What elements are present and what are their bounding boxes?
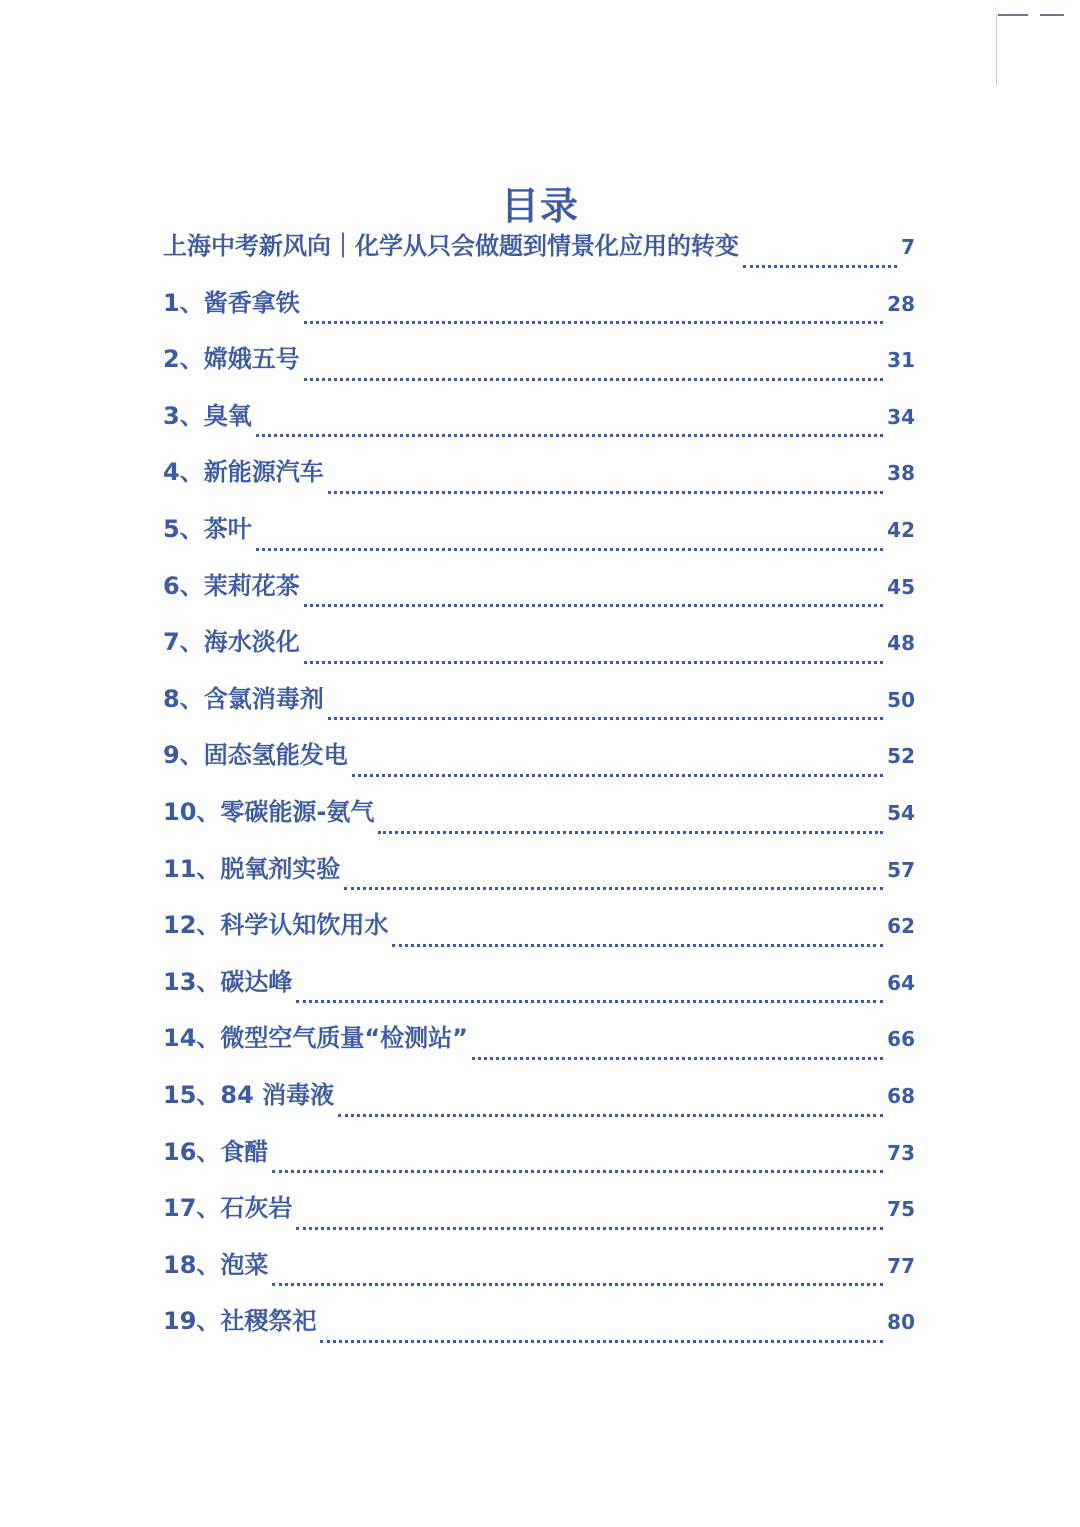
dot-leader bbox=[338, 1114, 883, 1117]
toc-entry[interactable] bbox=[163, 396, 915, 453]
toc-page-number: 66 bbox=[887, 1027, 915, 1052]
toc-entry-label: 15、84 消毒液 bbox=[163, 1080, 335, 1109]
dot-leader bbox=[320, 1340, 883, 1343]
toc-entry-label: 13、碳达峰 bbox=[163, 967, 293, 996]
toc-entry-label: 3、臭氧 bbox=[163, 401, 252, 430]
toc-entry[interactable] bbox=[163, 905, 915, 962]
crop-mark-horizontal-line bbox=[1040, 14, 1064, 16]
toc-entry-label: 4、新能源汽车 bbox=[163, 458, 324, 487]
toc-page-number: 57 bbox=[887, 857, 915, 882]
toc-page-number: 52 bbox=[887, 744, 915, 769]
toc-entry[interactable] bbox=[163, 226, 915, 283]
page-title: 目录 bbox=[500, 184, 579, 229]
toc-entry-label: 5、茶叶 bbox=[163, 514, 252, 543]
toc-page-number: 73 bbox=[887, 1140, 915, 1165]
toc-entry[interactable] bbox=[163, 962, 915, 1019]
toc-entry-label: 7、海水淡化 bbox=[163, 628, 300, 657]
toc-entry-label: 17、石灰岩 bbox=[163, 1194, 293, 1223]
toc-entry[interactable] bbox=[163, 735, 915, 792]
toc-entry-label: 9、固态氢能发电 bbox=[163, 741, 348, 770]
toc-list bbox=[163, 226, 915, 1358]
toc-page-number: 48 bbox=[887, 631, 915, 656]
dot-leader bbox=[304, 604, 883, 607]
toc-entry-label: 12、科学认知饮用水 bbox=[163, 911, 389, 940]
dot-leader bbox=[344, 887, 883, 890]
dot-leader bbox=[378, 831, 883, 834]
toc-page-number: 31 bbox=[887, 348, 915, 373]
toc-page-number: 80 bbox=[887, 1310, 915, 1335]
dot-leader bbox=[328, 717, 883, 720]
toc-entry[interactable] bbox=[163, 1301, 915, 1358]
dot-leader bbox=[304, 378, 883, 381]
toc-page-number: 54 bbox=[887, 800, 915, 825]
toc-entry[interactable] bbox=[163, 792, 915, 849]
toc-page-number: 68 bbox=[887, 1083, 915, 1108]
toc-entry-label: 8、含氯消毒剂 bbox=[163, 684, 324, 713]
dot-leader bbox=[328, 491, 883, 494]
toc-entry[interactable] bbox=[163, 1132, 915, 1189]
crop-mark-vertical-line bbox=[996, 14, 997, 86]
dot-leader bbox=[352, 774, 883, 777]
toc-entry[interactable] bbox=[163, 622, 915, 679]
toc-entry[interactable] bbox=[163, 1188, 915, 1245]
toc-entry[interactable] bbox=[163, 1075, 915, 1132]
toc-entry-label: 18、泡菜 bbox=[163, 1250, 269, 1279]
toc-entry-label: 10、零碳能源-氨气 bbox=[163, 797, 375, 826]
dot-leader bbox=[392, 944, 883, 947]
toc-entry-label: 上海中考新风向｜化学从只会做题到情景化应用的转变 bbox=[163, 232, 739, 260]
dot-leader bbox=[296, 1227, 883, 1230]
toc-page-number: 42 bbox=[887, 517, 915, 542]
toc-entry-label: 1、酱香拿铁 bbox=[163, 288, 300, 317]
crop-mark-horizontal-line bbox=[998, 14, 1028, 16]
toc-page-number: 62 bbox=[887, 914, 915, 939]
toc-page-number: 34 bbox=[887, 404, 915, 429]
toc-entry-label: 19、社稷祭祀 bbox=[163, 1307, 317, 1336]
toc-page-number: 75 bbox=[887, 1197, 915, 1222]
toc-entry[interactable] bbox=[163, 566, 915, 623]
dot-leader bbox=[272, 1283, 883, 1286]
dot-leader bbox=[304, 321, 883, 324]
dot-leader bbox=[304, 661, 883, 664]
corner-crop-mark bbox=[996, 14, 1066, 86]
toc-entry-label: 16、食醋 bbox=[163, 1137, 269, 1166]
toc-page-number: 38 bbox=[887, 461, 915, 486]
toc-entry-label: 6、茉莉花茶 bbox=[163, 571, 300, 600]
toc-page-number: 50 bbox=[887, 687, 915, 712]
toc-entry-label: 11、脱氧剂实验 bbox=[163, 854, 341, 883]
dot-leader bbox=[743, 265, 897, 268]
toc-entry-label: 14、微型空气质量“检测站” bbox=[163, 1024, 468, 1053]
toc-entry[interactable] bbox=[163, 509, 915, 566]
toc-entry-label: 2、嫦娥五号 bbox=[163, 345, 300, 374]
toc-entry[interactable] bbox=[163, 1018, 915, 1075]
dot-leader bbox=[272, 1170, 883, 1173]
toc-entry[interactable] bbox=[163, 1245, 915, 1302]
toc-page-number: 77 bbox=[887, 1253, 915, 1278]
toc-entry[interactable] bbox=[163, 283, 915, 340]
toc-page-number: 7 bbox=[901, 235, 915, 259]
toc-entry[interactable] bbox=[163, 339, 915, 396]
toc-entry[interactable] bbox=[163, 849, 915, 906]
dot-leader bbox=[296, 1000, 883, 1003]
toc-page-number: 45 bbox=[887, 574, 915, 599]
toc-entry[interactable] bbox=[163, 452, 915, 509]
toc-entry[interactable] bbox=[163, 679, 915, 736]
toc-page-number: 64 bbox=[887, 970, 915, 995]
dot-leader bbox=[256, 434, 883, 437]
toc-page-number: 28 bbox=[887, 291, 915, 316]
dot-leader bbox=[256, 548, 883, 551]
dot-leader bbox=[472, 1057, 883, 1060]
